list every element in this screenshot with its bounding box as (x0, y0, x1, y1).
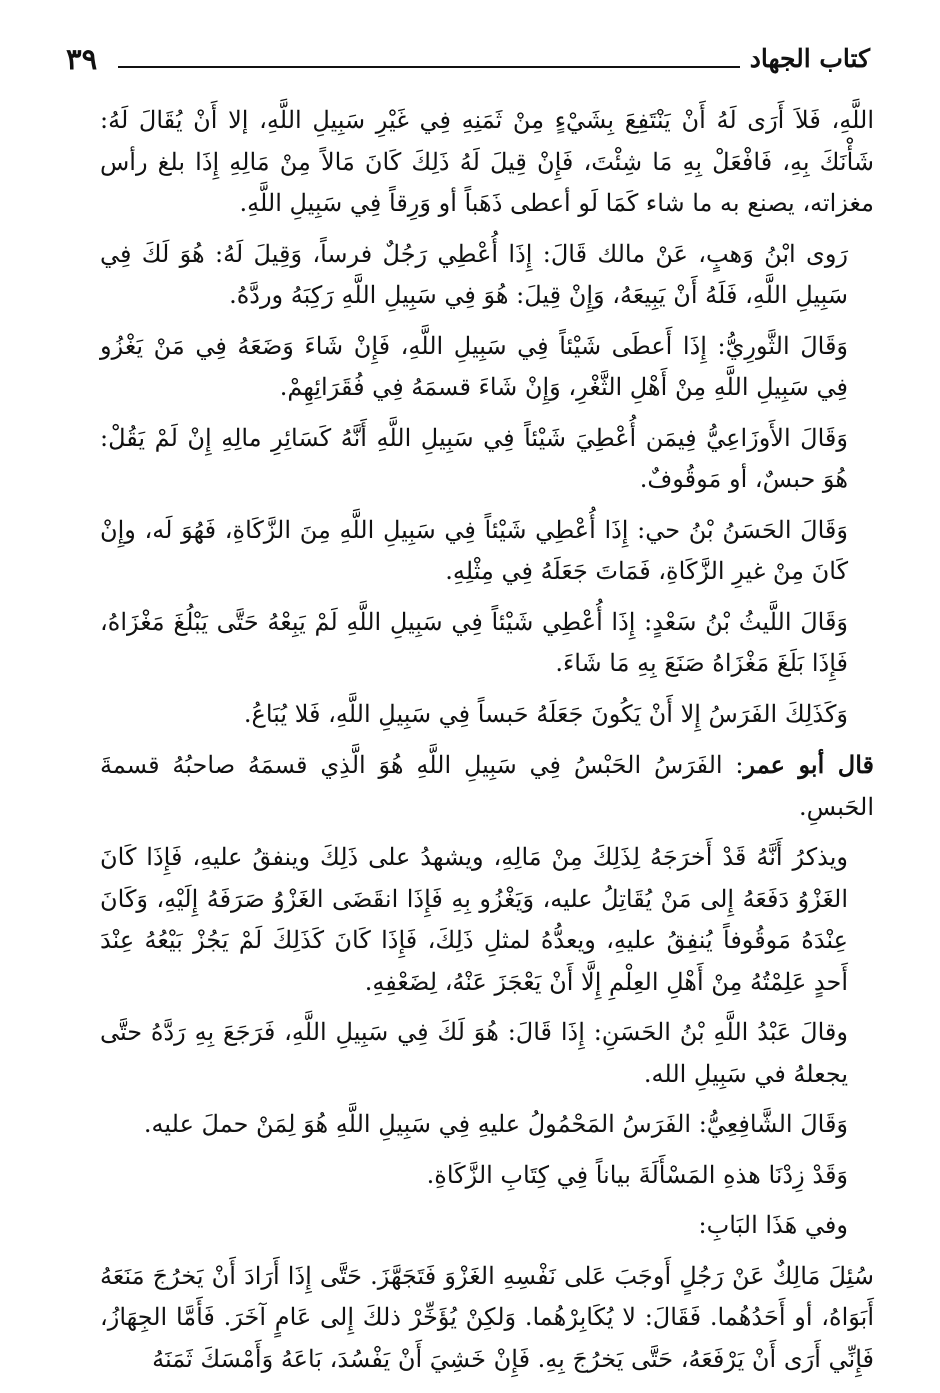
running-title: كتاب الجهاد (749, 44, 870, 73)
paragraph-3 (100, 326, 874, 409)
paragraph-text: رَوى ابْنُ وَهبٍ، عَنْ مالك قَالَ: إِذَا أُعْطِي رَجُلٌ فرساً، وَقِيلَ لَهُ: هُوَ لَكَ فِي سَبِيلِ اللَّهِ، فَلَهُ أَنْ يَبِيعَهُ، وَإِنْ قِيلَ: هُوَ فِي سَبِيلِ اللَّهِ رَكِبَهُ وردَّهُ. (100, 239, 848, 309)
paragraph-13 (100, 1205, 874, 1247)
paragraph-text: وَكَذَلِكَ الفَرَسُ إِلا أَنْ يَكُونَ جَعَلَهُ حَبساً فِي سَبِيلِ اللَّهِ، فَلا يُبَاعُ. (243, 699, 848, 728)
paragraph-text: وَقَالَ اللَّيثُ بْنُ سَعْدٍ: إِذَا أُعْطِي شَيْئاً فِي سَبِيلِ اللَّهِ لَمْ يَبِعْهُ حَتَّى يَبْلُغَ مَغْزَاهُ، فَإِذَا بَلَغَ مَغْزَاهُ صَنَعَ بِهِ مَا شَاءَ. (100, 607, 848, 677)
paragraph-11 (100, 1104, 874, 1146)
page-body (100, 100, 874, 1389)
paragraph-1 (100, 100, 874, 225)
paragraph-text: سُئِلَ مَالِكٌ عَنْ رَجُلٍ أَوجَبَ عَلى نَفْسِهِ الغَزْوَ فَتَجَهَّزَ. حَتَّى إِذَا أَرَادَ أَنْ يَخرُجَ مَنَعَهُ أَبَوَاهُ، أو أَحَدُهُما. فَقَالَ: لا يُكَابِرْهُما. وَلكِنْ يُؤَخِّرْ ذلكَ إِلى عَامٍ آخَرَ. فَأَمَّا الجِهَازُ، فَإِنِّي أَرَى أَنْ يَرْفَعَهُ، حَتَّى يَخرُجَ بِهِ. فَإِنْ خَشِيَ أَنْ يَفْسُدَ، بَاعَهُ وَأَمْسَكَ ثَمَنَهُ (100, 1261, 874, 1373)
paragraph-5 (100, 510, 874, 593)
paragraph-10 (100, 1012, 874, 1095)
paragraph-text: وَقَدْ زِدْنَا هذهِ المَسْأَلَةَ بياناً فِي كِتَابِ الزَّكَاةِ. (426, 1160, 848, 1189)
paragraph-7 (100, 694, 874, 736)
paragraph-2 (100, 234, 874, 317)
page-header (66, 32, 870, 76)
paragraph-14 (100, 1256, 874, 1381)
paragraph-text: وَقَالَ الأَوزَاعِيُّ فِيمَن أُعْطِيَ شَيْئاً فِي سَبِيلِ اللَّهِ أَنَّهُ كَسَائِرِ مالِهِ إِنْ لَمْ يَقُلْ: هُوَ حبسٌ، أو مَوقُوفٌ. (100, 423, 848, 493)
paragraph-text: : الفَرَسُ الحَبْسُ فِي سَبِيلِ اللَّهِ هُوَ الَّذِي قسمَهُ صاحبُهُ قسمةَ الحَبسِ. (100, 751, 874, 821)
paragraph-text: اللَّهِ، فَلاَ أَرَى لَهُ أَنْ يَنْتَفِعَ بِشَيْءٍ مِنْ ثَمَنِهِ فِي غَيْرِ سَبِيلِ اللَّهِ، إلا أَنْ يُقَالَ لَهُ: شَأْنَكَ بِهِ، فَافْعَلْ بِهِ مَا شِئْتَ، فَإِنْ قِيلَ لَهُ ذَلِكَ كَانَ مَالاً مِنْ مَالِهِ إِذَا بلغ رأس مغزاته، يصنع به ما شاء كَمَا لَو أعطى ذَهَباً أو وَرِقاً فِي سَبِيلِ اللَّهِ. (100, 106, 874, 217)
paragraph-12 (100, 1155, 874, 1197)
paragraph-text: ويذكرُ أَنَّهُ قَدْ أَخرَجَهُ لِذَلِكَ مِنْ مَالِهِ، ويشهدُ على ذَلِكَ وينفقُ عليهِ، فَإِذَا كَانَ الغَزْوُ دَفَعَهُ إِلى مَنْ يُقَاتِلُ عليه، وَيَغْزُو بِهِ فَإِذَا انقَضَى الغَزْوُ صَرَفَهُ إِلَيْهِ، وَكَانَ عِنْدَهُ مَوقُوفاً يُنفِقُ عليهِ، ويعدُّهُ لمثلِ ذَلِكَ، فَإِذَا كَانَ كَذَلِكَ لَمْ يَجُزْ بَيْعُهُ عِنْدَ أَحدٍ عَلِمْتُهُ مِنْ أَهْلِ العِلْمِ إِلَّا أَنْ يَعْجَزَ عَنْهُ، لِضَعْفِهِ. (100, 843, 848, 996)
page-number: ٣٩ (66, 42, 98, 76)
paragraph-6 (100, 602, 874, 685)
paragraph-text: وَقَالَ الثَّورِيُّ: إِذَا أَعطَى شَيْئاً فِي سَبِيلِ اللَّهِ، فَإِنْ شَاءَ وَضَعَهُ فِي مَنْ يَغْزُو فِي سَبِيلِ اللَّهِ مِنْ أَهْلِ الثَّغْرِ، وَإِنْ شَاءَ قسمَهُ فِي فُقَرَائِهِمْ. (100, 331, 848, 401)
paragraph-4 (100, 418, 874, 501)
paragraph-9 (100, 837, 874, 1003)
paragraph-text: وقالَ عَبْدُ اللَّهِ بْنُ الحَسَنِ: إِذَا قَالَ: هُوَ لَكَ فِي سَبِيلِ اللَّهِ، فَرَجَعَ بِهِ رَدَّهُ حتَّى يجعلهُ في سَبِيلِ الله. (100, 1018, 848, 1088)
paragraph-lead: قال أبو عمر (743, 750, 874, 779)
paragraph-text: وَقَالَ الشَّافِعِيُّ: الفَرَسُ المَحْمُولُ عليهِ فِي سَبِيلِ اللَّهِ هُوَ لِمَنْ حملَ عليه. (143, 1110, 848, 1138)
paragraph-8 (100, 744, 874, 828)
paragraph-text: وفي هَذَا البَابِ: (698, 1211, 848, 1239)
paragraph-text: وَقَالَ الحَسَنُ بْنُ حي: إِذَا أُعْطِي شَيْئاً فِي سَبِيلِ اللَّهِ مِنَ الزَّكَاةِ، فَهُوَ لَه، وإِنْ كَانَ مِنْ غيرِ الزَّكَاةِ، فَمَاتَ جَعَلَهُ فِي مِثْلِهِ. (100, 515, 848, 585)
header-rule (118, 66, 740, 68)
